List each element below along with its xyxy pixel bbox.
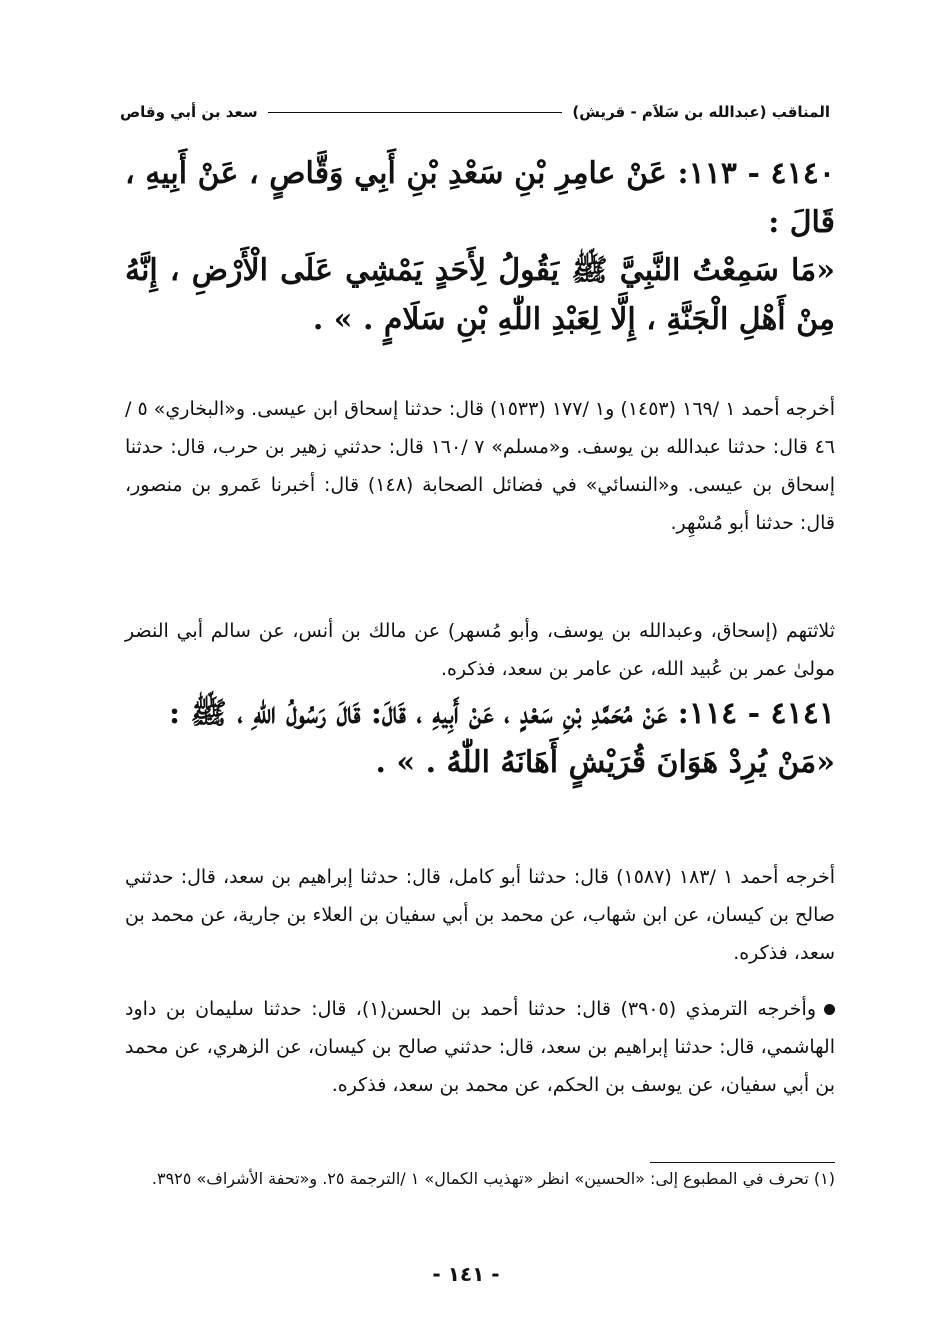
- hadith-4141-isnad: ٤١٤١ - ١١٤: عَنْ مُحَمَّدِ بْنِ سَعْدٍ ، عَنْ أَبِيهِ ، قَالَ: قَالَ رَسُولُ اللّٰهِ ، ﷺ :: [169, 696, 835, 731]
- hadith-4140-matn: «مَا سَمِعْتُ النَّبِيَّ ﷺ يَقُولُ لِأَحَدٍ يَمْشِي عَلَى الْأَرْضِ ، إِنَّهُ مِنْ أَهْلِ الْجَنَّةِ ، إِلَّا لِعَبْدِ اللّٰهِ بْنِ سَلَامٍ . » .: [125, 253, 835, 337]
- takhrij-4140-chain: ثلاثتهم (إسحاق، وعبدالله بن يوسف، وأبو مُسهر) عن مالك بن أنس، عن سالم أبي النضر مولىٰ عمر بن عُبيد الله، عن عامر بن سعد، فذكره.: [125, 620, 835, 680]
- hadith-4140-isnad: ٤١٤٠ - ١١٣: عَنْ عامِرِ بْنِ سَعْدِ بْنِ أَبِي وَقَّاصٍ ، عَنْ أَبِيهِ ، قَالَ :: [125, 156, 835, 240]
- header-rule: [268, 112, 563, 113]
- takhrij-4141-tirmidhi-text: وأخرجه الترمذي (٣٩٠٥) قال: حدثنا أحمد بن الحسن(١)، قال: حدثنا سليمان بن داود الهاشمي، قال: حدثنا إبراهيم بن سعد، قال: حدثني صالح بن كيسان، عن الزهري، عن محمد بن أبي سفيان، عن يوسف بن الحكم، عن محمد بن سعد، فذكره.: [125, 998, 835, 1096]
- footnote: (١) تحرف في المطبوع إلى: «الحسين» انظر «تهذيب الكمال» ١ /الترجمة ٢٥. و«تحفة الأشراف» ٣٩٢٥.: [151, 1169, 835, 1188]
- bullet-icon: [824, 1004, 835, 1015]
- hadith-4141: [125, 690, 835, 787]
- hadith-4140: [125, 150, 835, 344]
- header-right-title: المناقب (عبدالله بن سَلاَم - قريش): [572, 103, 830, 121]
- page-number: - ١٤١ -: [432, 1262, 500, 1286]
- takhrij-4141-tirmidhi: [125, 990, 835, 1104]
- footnote-rule: [650, 1162, 835, 1163]
- hadith-4141-matn: «مَنْ يُرِدْ هَوَانَ قُرَيْشٍ أَهَانَهُ اللّٰهُ . » .: [375, 744, 835, 780]
- running-header: [120, 98, 830, 126]
- takhrij-4140-sources: أخرجه أحمد ١ /١٦٩ (١٤٥٣) و١ /١٧٧ (١٥٣٣) قال: حدثنا إسحاق ابن عيسى. و«البخاري» ٥ /٤٦ قال: حدثنا عبدالله بن يوسف. و«مسلم» ٧ /١٦٠ قال: حدثني زهير بن حرب، قال: حدثنا إسحاق بن عيسى. و«النسائي» في فضائل الصحابة (١٤٨) قال: أخبرنا عَمرو بن منصور، قال: حدثنا أبو مُسْهِر.: [125, 398, 836, 534]
- header-left-title: سعد بن أبي وقاص: [120, 103, 258, 121]
- takhrij-4141-ahmad: أخرجه أحمد ١ /١٨٣ (١٥٨٧) قال: حدثنا أبو كامل، قال: حدثنا إبراهيم بن سعد، قال: حدثني صالح بن كيسان، عن ابن شهاب، عن محمد بن أبي سفيان بن العلاء بن جارية، عن محمد بن سعد، فذكره.: [125, 866, 835, 964]
